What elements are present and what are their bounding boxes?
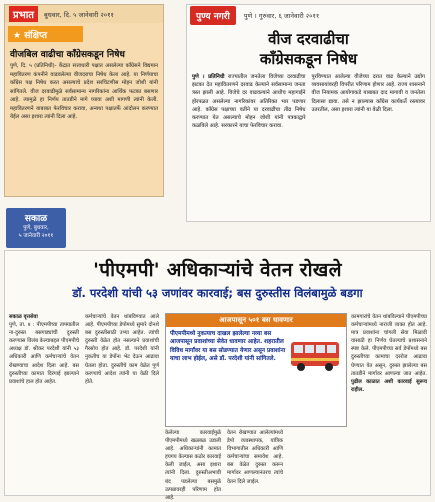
prabhat-logo: प्रभात [9, 6, 38, 22]
sakal-date-line2: ५ जानेवारी २०११ [18, 233, 54, 239]
sakal-headline: 'पीएमपी' अधिकाऱ्यांचे वेतन रोखले [93, 259, 342, 281]
sakal-column-5-text: कामगारांचे वेतन थांबविल्याने पीएमपीच्या कर्मचाऱ्यांमध्ये नाराजी व्यक्त होत आहे. मात्र प्रवाशांना चांगली सेवा मिळावी यासाठी हा निर्णय घेतल्याचे प्रशासनाने स्पष्ट केले. पीएमपीच्या सर्व डेपोंमध्ये बस दुरुस्तीच्या कामाचा दररोज आढावा घेण्यात येत असून, दुरुस्त झालेल्या बस तातडीने मार्गावर आणल्या जात आहेत. [351, 314, 427, 377]
sakal-columns [9, 313, 427, 501]
punyanagari-columns [187, 73, 430, 130]
punyanagari-column-1 [192, 73, 306, 130]
sakal-date-line1: पुणे, बुधवार, [23, 225, 49, 231]
punyanagari-dateline: पुणे । प्रतिनिधी [192, 74, 225, 80]
punyanagari-headline-line2: काँग्रेसकडून निषेध [259, 50, 358, 68]
punyanagari-date: पुणे । गुरुवार, ६ जानेवारी २०११ [243, 11, 320, 20]
prabhat-masthead [5, 5, 163, 23]
prabhat-headline: वीजबिल वाढीचा काँग्रेसकडून निषेध [10, 50, 125, 60]
prabhat-body: पुणे, दि. ५ (प्रतिनिधी)- केंद्रात सत्ताधारी पक्षात असलेल्या काँग्रेसने विद्यमान महावितरण कंपनीने वाढवलेल्या वीजदराचा निषेध केला आहे. या निर्णयाचा काँग्रेस पक्ष निषेध करत असल्याचे प्रदेश सरचिटणीस मोहन जोशी यांनी सांगितले. वीज दरवाढीमुळे सर्वसामान्य नागरिकांना आर्थिक फटका बसणार आहे. त्यामुळे हा निर्णय तातडीने मागे घ्यावा अशी मागणी त्यांनी केली. महावितरणने याबाबत फेरविचार करावा, अन्यथा पक्षातर्फे आंदोलन करण्यात येईल असा इशारा त्यांनी दिला आहे. [10, 63, 158, 120]
punyanagari-column-2: पुरविण्यात आलेल्या वीजेच्या दरात वाढ केल्याने उद्योग व्यवसायांवरही विपरीत परिणाम होणार आहे. राज्य शासनाने वीज नियामक आयोगाकडे याबाबत दाद मागावी व जनतेला दिलासा द्यावा. तसे न झाल्यास काँग्रेस कार्यकर्ते रस्त्यावर उतरतील, असा इशारा त्यांनी या वेळी दिला. [311, 74, 425, 113]
prabhat-section-label: ★ संक्षिप्त [8, 26, 83, 42]
sakal-column-5 [351, 313, 427, 394]
sakal-byline: सकाळ वृत्तसेवा [9, 314, 38, 320]
sakal-inset-box [165, 313, 347, 427]
sakal-column-5-tail: पुढील काळात अशी कारवाई सुरूच राहील. [351, 378, 427, 393]
punyanagari-clipping [186, 4, 431, 222]
prabhat-date: बुधवार, दि. ५ जानेवारी २०११ [44, 10, 114, 19]
punyanagari-masthead [187, 5, 430, 25]
sakal-column-4: वेतन रोखण्यात आलेल्यांमध्ये डेपो व्यवस्थापक, यांत्रिक विभागातील अधिकारी आणि कर्मचाऱ्यांचा समावेश आहे. बस वेळेत दुरुस्त करून मार्गावर आणल्यानंतरच त्यांचे वेतन दिले जाईल. [227, 430, 283, 485]
punyanagari-headline-line1: वीज दरवाढीचा [268, 30, 349, 48]
sakal-clipping [4, 250, 431, 501]
punyanagari-headline [187, 29, 430, 69]
sakal-column-2: कर्मचाऱ्यांचे वेतन थांबविण्यात आले आहे. पीएमपीच्या डेपोमध्ये सुमारे दोनशे बस दुरुस्तीसाठी उभ्या आहेत. त्यांची दुरुस्ती वेळेत होत नसल्याने प्रवाशांची गैरसोय होत आहे. डॉ. परदेशी यांनी नुकतीच या डेपोंना भेट देऊन आढावा घेतला होता. दुरुस्तीचे काम वेळेत पूर्ण करण्याचे आदेश त्यांनी या वेळी दिले होते. [85, 314, 159, 385]
sakal-column-3: केलेल्या कारवाईमुळे पीएमपीमध्ये खळबळ उडाली आहे. अधिकाऱ्यांनी कामात हयगय केल्यास कठोर कारवाई केली जाईल, असा इशारा त्यांनी दिला. दुरुस्तीअभावी बंद पडलेल्या बसमुळे उत्पन्नावरही परिणाम होत आहे. [165, 430, 221, 501]
punyanagari-column-1-text: राज्यातील जनतेला विजेच्या दरवाढीचा झटका देत महावितरणने दरवाढ केल्याने सर्वसामान्य जनता त्रस्त झाली आहे. विजेचे दर वाढवल्याने आधीच महागाईने होरपळत असलेल्या नागरिकांवर अतिरिक्त भार पडणार आहे. काँग्रेस पक्षाच्या वतीने या दरवाढीचा तीव्र निषेध करण्यात येत असल्याचे मोहन जोशी यांनी पत्रकाद्वारे कळविले आहे. सरकारने याचा फेरविचार करावा. [192, 74, 306, 130]
sakal-subheadline: डॉ. परदेशी यांची ५३ जणांवर कारवाई; बस दुरुस्तीस विलंबामुळे बडगा [72, 286, 363, 300]
sakal-logo: सकाळ [24, 214, 48, 224]
sakal-inset-text: पीएमपीमध्ये नुकत्याच दाखल झालेल्या नव्या बस आजपासून प्रवाशांच्या सेवेत धावणार आहेत. शहरातील विविध मार्गांवर या बस सोडण्यात येणार असून प्रवाशांना याचा लाभ होईल, असे डॉ. परदेशी यांनी सांगितले. [170, 331, 286, 363]
prabhat-clipping [4, 4, 164, 197]
bus-photo [290, 336, 340, 374]
sakal-column-1 [9, 313, 79, 386]
sakal-masthead [6, 208, 66, 248]
sakal-inset-heading: आजपासून ५०१ बस धावणार [166, 314, 346, 327]
sakal-column-1-text: पुणे, ता. ४ : पीएमपीच्या ताफ्यातील ना-दुरुस्त बसगाड्यांची दुरुस्ती करण्यास विलंब केल्याबद्दल पीएमपीचे अध्यक्ष डॉ. श्रीकर परदेशी यांनी ५३ अधिकारी आणि कर्मचाऱ्यांचे वेतन रोखण्याचा आदेश दिला आहे. बस दुरुस्तीच्या कामात दिरंगाई झाल्याने प्रवाशांचे हाल होत आहेत. [9, 322, 79, 385]
punyanagari-logo: पुण्य नगरी [190, 6, 236, 25]
